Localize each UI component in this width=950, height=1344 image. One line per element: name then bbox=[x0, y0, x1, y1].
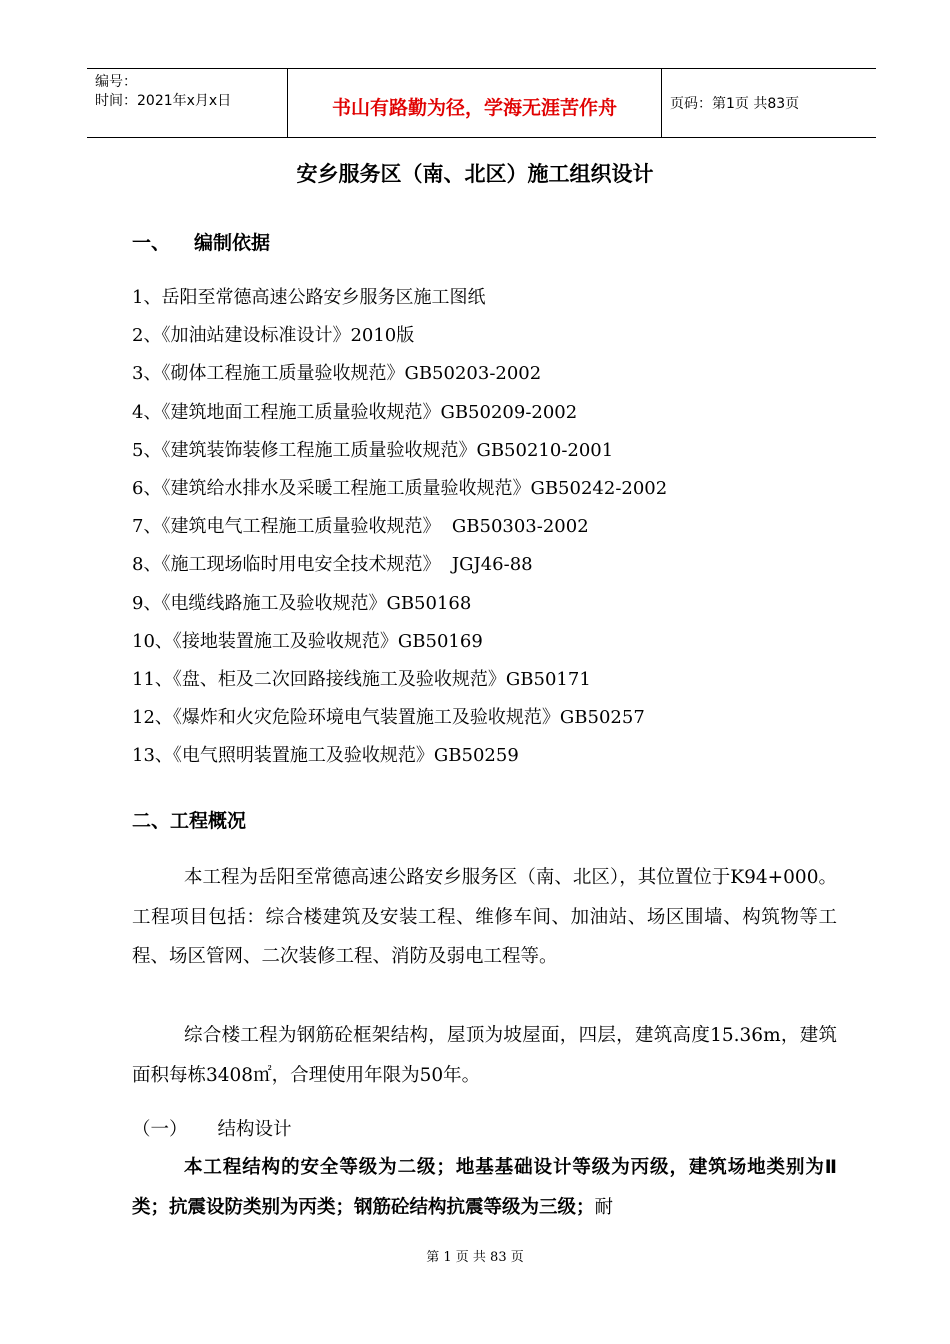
basis-list-item: 3、《砌体工程施工质量验收规范》GB50203-2002 bbox=[132, 363, 542, 385]
number-label: 编号： bbox=[95, 74, 137, 90]
page-info: 页码：第1页 共83页 bbox=[670, 96, 800, 112]
basis-list-item: 5、《建筑装饰装修工程施工质量验收规范》GB50210-2001 bbox=[132, 439, 614, 461]
header-motto-cell bbox=[287, 69, 662, 137]
basis-list bbox=[132, 283, 667, 779]
basis-list-item: 8、《施工现场临时用电安全技术规范》 JGJ46-88 bbox=[132, 554, 533, 576]
overview-paragraph: 本工程为岳阳至常德高速公路安乡服务区（南、北区），其位置位于K94+000。工程项目包括：综合楼建筑及安装工程、维修车间、加油站、场区围墙、构筑物等工程、场区管网、二次装修工程、消防及弱电工程等。 bbox=[132, 867, 837, 967]
basis-list-item: 6、《建筑给水排水及采暖工程施工质量验收规范》GB50242-2002 bbox=[132, 477, 668, 499]
basis-list-item: 2、《加油站建设标准设计》2010版 bbox=[132, 325, 415, 347]
time-label: 时间：2021年x月x日 bbox=[95, 93, 232, 109]
basis-list-item: 1、岳阳至常德高速公路安乡服务区施工图纸 bbox=[132, 287, 486, 308]
document-title: 安乡服务区（南、北区）施工组织设计 bbox=[296, 162, 654, 186]
basis-list-item: 12、《爆炸和火灾危险环境电气装置施工及验收规范》GB50257 bbox=[132, 707, 645, 729]
header-meta-cell bbox=[87, 69, 287, 137]
subsection-number: （一） bbox=[132, 1119, 188, 1140]
basis-list-item: 7、《建筑电气工程施工质量验收规范》 GB50303-2002 bbox=[132, 516, 589, 538]
building-paragraph: 综合楼工程为钢筋砼框架结构，屋顶为坡屋面，四层，建筑高度15.36m，建筑面积每栋3408㎡，合理使用年限为50年。 bbox=[132, 1025, 837, 1086]
structure-tail-text: 耐 bbox=[594, 1196, 614, 1218]
basis-list-item: 9、《电缆线路施工及验收规范》GB50168 bbox=[132, 592, 472, 614]
section-title: 编制依据 bbox=[194, 232, 271, 254]
section-heading-overview: 二、工程概况 bbox=[132, 810, 247, 832]
subsection-heading-structure bbox=[132, 1115, 292, 1141]
basis-list-item: 11、《盘、柜及二次回路接线施工及验收规范》GB50171 bbox=[132, 668, 591, 690]
structure-bold-text: 本工程结构的安全等级为二级；地基基础设计等级为丙级，建筑场地类别为Ⅱ类；抗震设防类别为丙类；钢筋砼结构抗震等级为三级； bbox=[132, 1157, 837, 1218]
basis-list-item: 10、《接地装置施工及验收规范》GB50169 bbox=[132, 630, 483, 652]
section-heading-basis bbox=[132, 228, 270, 255]
header-page-cell bbox=[662, 69, 876, 137]
page-footer: 第 1 页 共 83 页 bbox=[426, 1250, 524, 1265]
subsection-title: 结构设计 bbox=[217, 1119, 292, 1140]
basis-list-item: 4、《建筑地面工程施工质量验收规范》GB50209-2002 bbox=[132, 401, 578, 423]
section-number: 一、 bbox=[132, 232, 171, 254]
header-table bbox=[87, 68, 876, 138]
motto-text: 书山有路勤为径，学海无涯苦作舟 bbox=[331, 97, 617, 119]
structure-paragraph bbox=[132, 1148, 837, 1227]
basis-list-item: 13、《电气照明装置施工及验收规范》GB50259 bbox=[132, 745, 519, 767]
